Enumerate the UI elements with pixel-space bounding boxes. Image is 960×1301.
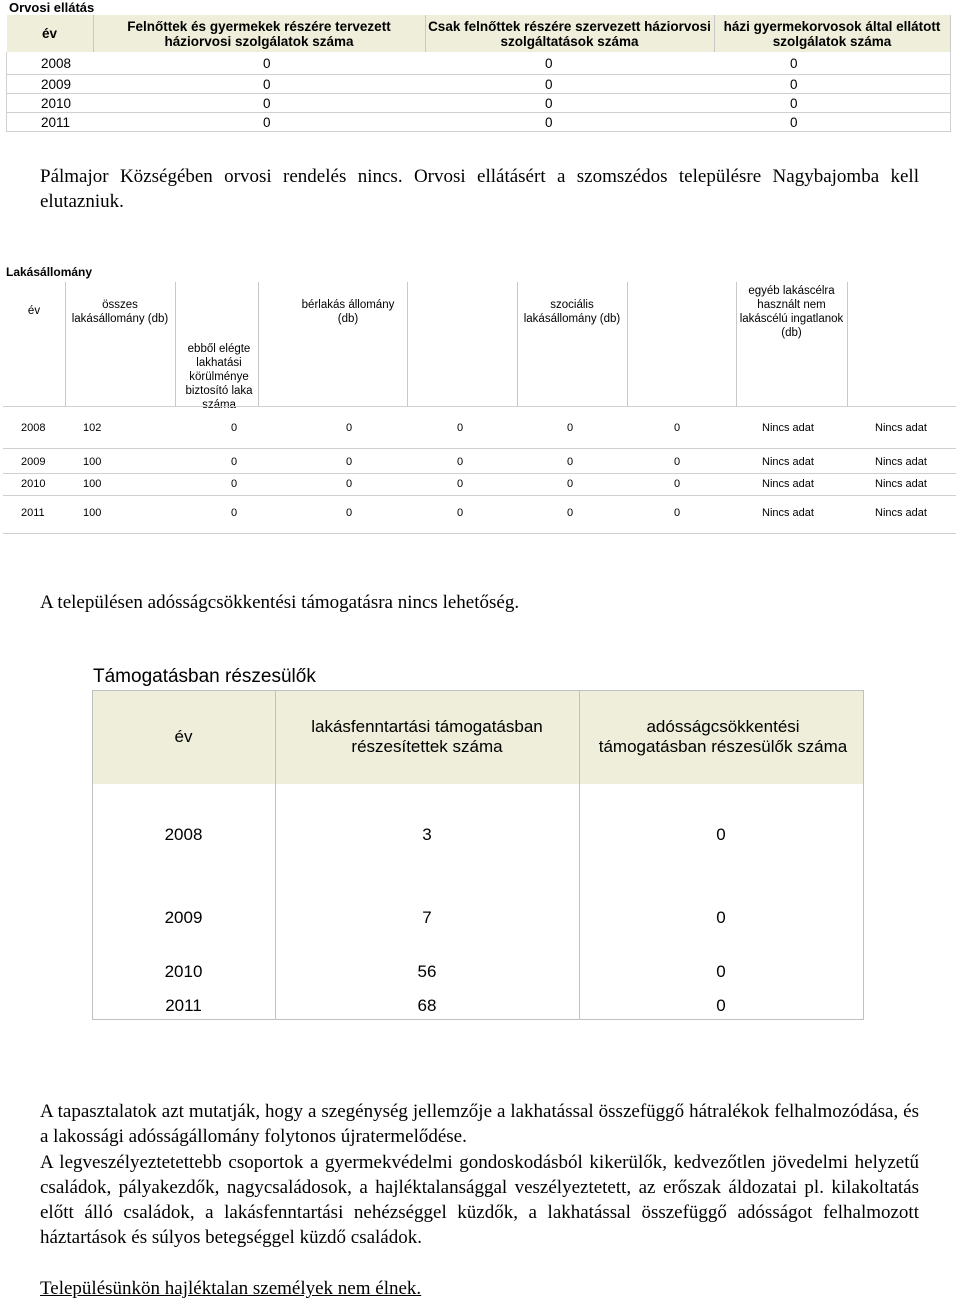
cell-value: 0	[425, 52, 714, 75]
cell-value: 0	[93, 113, 425, 132]
cell-ev: 2010	[7, 94, 94, 113]
header-osszes-lakasallomany: összes lakásállomány (db)	[71, 299, 169, 325]
header-gyermekorvos: házi gyermekorvosok által ellátott szolgálatok száma	[714, 15, 950, 52]
cell-osszes: 100	[83, 507, 102, 519]
cell-nincs-adat: Nincs adat	[875, 456, 927, 468]
cell-ev: 2009	[7, 75, 94, 94]
cell-nincs-adat: Nincs adat	[762, 456, 814, 468]
cell-value: 0	[425, 94, 714, 113]
tamogatas-title: Támogatásban részesülők	[93, 666, 316, 687]
cell-value: 0	[346, 478, 353, 490]
cell-ev: 2011	[21, 507, 45, 519]
cell-osszes: 100	[83, 456, 102, 468]
cell-nincs-adat: Nincs adat	[762, 422, 814, 434]
cell-value: 0	[674, 478, 681, 490]
cell-nincs-adat: Nincs adat	[762, 507, 814, 519]
cell-value: 0	[716, 962, 726, 981]
cell-ev: 2009	[21, 456, 46, 468]
cell-value: 0	[231, 478, 238, 490]
paragraph-veszelyeztetett-csoportok: A legveszélyeztetettebb csoportok a gyermekvédelmi gondoskodásból kikerülők, kedvezőtlen jövedelmi helyzetű családok, pályakezdők, nagycsaládosok, a hajléktalansággal veszélyeztetett, az erőszak áldozatai pl. kilakoltatás előtt álló családok, a lakásfenntartási nehézséggel küzdők, a lakhatással összefüggő adósságot felhalmozott háztartások és súlyos betegséggel küzdő családok.	[40, 1152, 919, 1248]
lakasallomany-table	[3, 282, 956, 534]
row-divider	[92, 1019, 864, 1020]
cell-value: 0	[714, 113, 950, 132]
header-ebbol-elegtelen-text: ebből elégte lakhatási körülménye biztosító laka száma	[185, 343, 253, 411]
orvosi-ellatas-title: Orvosi ellátás	[9, 0, 95, 15]
header-ev: év	[27, 305, 41, 317]
cell-value: 0	[346, 507, 353, 519]
cell-value: 3	[422, 825, 432, 844]
column-divider	[847, 282, 848, 406]
cell-nincs-adat: Nincs adat	[875, 507, 927, 519]
column-divider	[407, 282, 408, 406]
cell-ev: 2009	[164, 908, 203, 927]
table-row	[7, 94, 951, 113]
cell-ev: 2010	[164, 962, 203, 981]
cell-ev: 2008	[7, 52, 94, 75]
paragraph-tapasztalatok: A tapasztalatok azt mutatják, hogy a szegénység jellemzője a lakhatással összefüggő hátralékok felhalmozódása, és a lakossági adósságállomány folytonos újratermelődése.	[40, 1101, 919, 1147]
header-szocialis: szociális lakásállomány (db)	[523, 299, 621, 325]
cell-nincs-adat: Nincs adat	[875, 478, 927, 490]
cell-value: 0	[567, 478, 574, 490]
cell-nincs-adat: Nincs adat	[762, 478, 814, 490]
column-divider	[863, 690, 864, 1020]
cell-value: 0	[457, 507, 464, 519]
cell-value: 0	[93, 52, 425, 75]
cell-ev: 2011	[165, 996, 202, 1015]
row-divider	[3, 495, 956, 496]
table-row	[7, 75, 951, 94]
cell-value: 0	[231, 422, 238, 434]
cell-value: 0	[674, 456, 681, 468]
cell-osszes: 102	[83, 422, 102, 434]
cell-value: 56	[417, 962, 437, 981]
tamogatas-table	[92, 690, 864, 1020]
cell-value: 0	[425, 113, 714, 132]
column-divider	[627, 282, 628, 406]
header-ev: év	[174, 727, 193, 746]
row-divider	[3, 473, 956, 474]
cell-value: 0	[425, 75, 714, 94]
header-egyeb-lakascelra: egyéb lakáscélra használt nem lakáscélú ingatlanok (db)	[739, 285, 844, 339]
header-felnott-gyermek: Felnőttek és gyermekek részére tervezett háziorvosi szolgálatok száma	[93, 15, 425, 52]
cell-value: 0	[567, 507, 574, 519]
header-berlakas: bérlakás állomány (db)	[301, 299, 395, 325]
cell-value: 0	[457, 422, 464, 434]
cell-nincs-adat: Nincs adat	[875, 422, 927, 434]
header-csak-felnott: Csak felnőttek részére szervezett háziorvosi szolgáltatások száma	[425, 15, 714, 52]
cell-osszes: 100	[83, 478, 102, 490]
cell-value: 0	[714, 94, 950, 113]
cell-value: 0	[714, 75, 950, 94]
paragraph-adossagcsokkentes: A településen adósságcsökkentési támogatásra nincs lehetőség.	[40, 592, 520, 613]
table-row	[7, 113, 951, 132]
cell-ev: 2010	[21, 478, 46, 490]
row-divider	[3, 406, 956, 407]
cell-value: 68	[417, 996, 437, 1015]
lakasallomany-title: Lakásállomány	[6, 265, 93, 279]
orvosi-ellatas-table-block	[6, 0, 946, 132]
table-header-row	[7, 15, 951, 52]
cell-value: 0	[674, 507, 681, 519]
cell-value: 0	[457, 478, 464, 490]
column-divider	[175, 282, 176, 406]
cell-value: 0	[567, 422, 574, 434]
cell-ev: 2008	[21, 422, 46, 434]
cell-value: 0	[716, 996, 726, 1015]
cell-ev: 2008	[164, 825, 203, 844]
row-divider	[3, 448, 956, 449]
row-divider	[3, 533, 956, 534]
cell-value: 0	[716, 825, 726, 844]
header-ev: év	[7, 15, 94, 52]
cell-value: 0	[346, 456, 353, 468]
paragraph-hajlektalan: Településünkön hajléktalan személyek nem élnek.	[40, 1278, 422, 1299]
orvosi-ellatas-table	[6, 15, 951, 132]
header-ebbol-elegtelen	[179, 342, 259, 412]
cell-ev: 2011	[7, 113, 94, 132]
table-row	[7, 52, 951, 75]
cell-value: 0	[716, 908, 726, 927]
cell-value: 0	[231, 456, 238, 468]
paragraph-orvosi-rendeles: Pálmajor Községében orvosi rendelés nincs. Orvosi ellátásért a szomszédos településre Nagybajomba kell elutazniuk.	[40, 166, 919, 212]
cell-value: 0	[93, 94, 425, 113]
cell-value: 0	[231, 507, 238, 519]
cell-value: 0	[346, 422, 353, 434]
header-lakasfenntartasi: lakásfenntartási támogatásban részesítettek száma	[311, 717, 543, 756]
cell-value: 0	[674, 422, 681, 434]
cell-value: 0	[567, 456, 574, 468]
cell-value: 7	[422, 908, 432, 927]
cell-value: 0	[457, 456, 464, 468]
header-adossagcsokkentesi: adósságcsökkentési támogatásban részesülők száma	[598, 717, 848, 756]
cell-value: 0	[93, 75, 425, 94]
cell-value: 0	[714, 52, 950, 75]
